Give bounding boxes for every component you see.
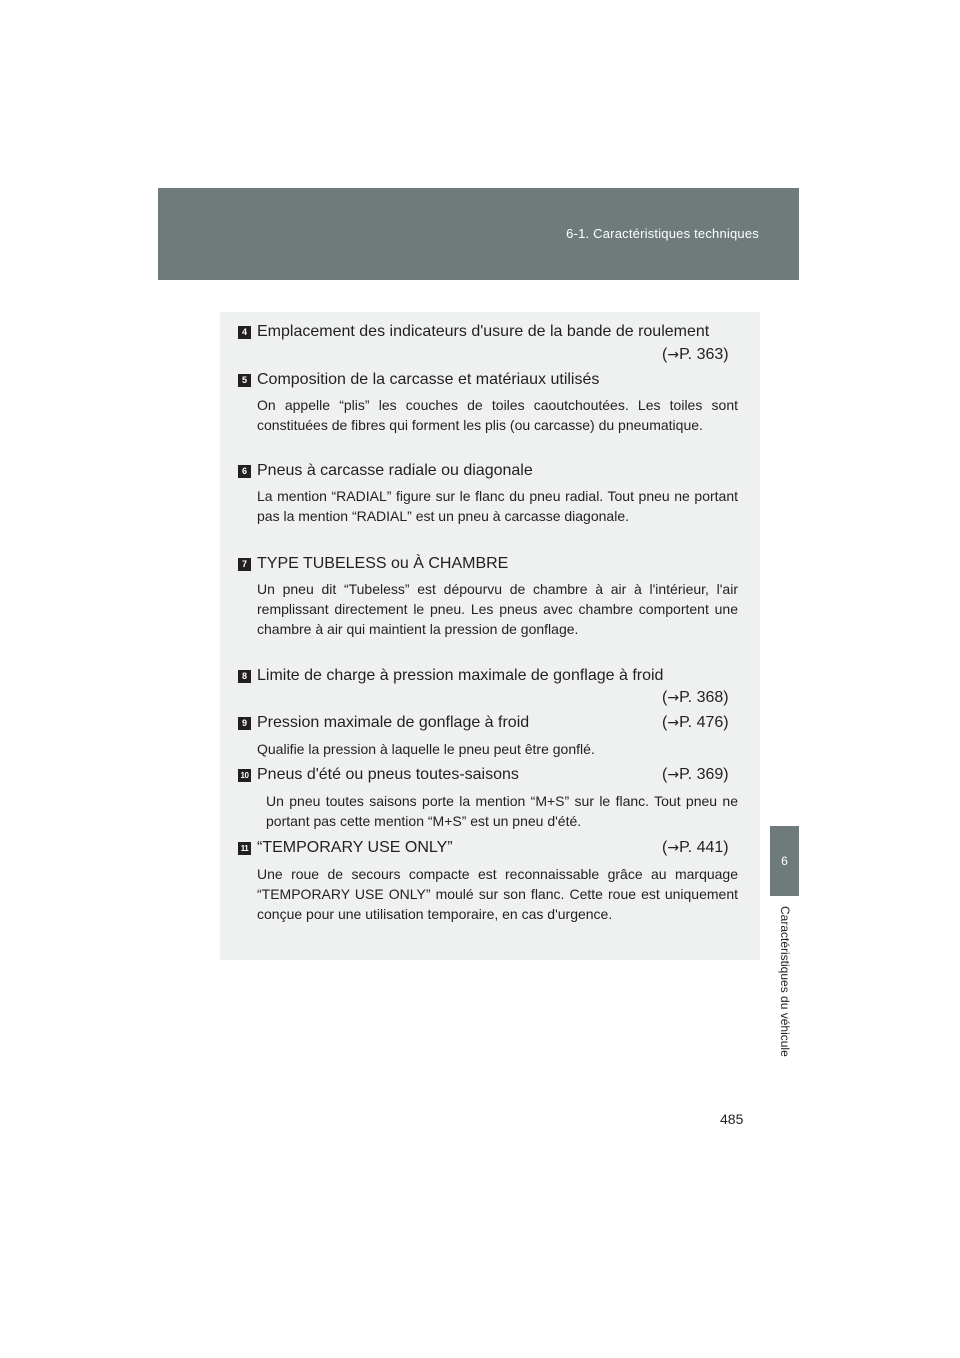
page-number: 485 — [720, 1111, 744, 1127]
ref-open-paren: ( — [662, 766, 668, 783]
item-title: Composition de la carcasse et matériaux utilisés — [257, 371, 600, 388]
item-number-badge: 5 — [238, 374, 251, 387]
item-description: La mention “RADIAL” figure sur le flanc du pneu radial. Tout pneu ne portant pas la mention “RADIAL” est un pneu à carcasse diagonale. — [257, 488, 738, 524]
arrow-icon: → — [667, 767, 680, 783]
ref-open-paren: ( — [662, 839, 668, 856]
item-title: Pneus à carcasse radiale ou diagonale — [257, 462, 533, 479]
arrow-icon: → — [667, 347, 680, 363]
item-number-badge: 9 — [238, 717, 251, 730]
item-description: Un pneu toutes saisons porte la mention “M+S” sur le flanc. Tout pneu ne portant pas cette mention “M+S” est un pneu d'été. — [266, 793, 738, 829]
item-number-badge: 6 — [238, 465, 251, 478]
item-title: Emplacement des indicateurs d'usure de la bande de roulement — [257, 323, 710, 340]
arrow-icon: → — [667, 840, 680, 856]
page-reference: P. 368) — [679, 689, 729, 706]
item-number-badge: 7 — [238, 558, 251, 571]
item-number-badge: 4 — [238, 326, 251, 339]
item-title: Limite de charge à pression maximale de gonflage à froid — [257, 667, 664, 684]
page-reference: P. 476) — [679, 714, 729, 731]
section-title: 6-1. Caractéristiques techniques — [566, 226, 759, 241]
page-reference: P. 441) — [679, 839, 729, 856]
tire-labels-content — [220, 312, 760, 960]
arrow-icon: → — [667, 690, 680, 706]
page-reference-link[interactable] — [662, 688, 729, 708]
item-title: “TEMPORARY USE ONLY” — [257, 839, 453, 856]
item-description: On appelle “plis” les couches de toiles caoutchoutées. Les toiles sont constituées de fibres qui forment les plis (ou carcasse) du pneumatique. — [257, 397, 738, 433]
item-title: TYPE TUBELESS ou À CHAMBRE — [257, 555, 509, 572]
item-description: Un pneu dit “Tubeless” est dépourvu de chambre à air à l'intérieur, l'air remplissant directement le pneu. Les pneus avec chambre comportent une chambre à air qui maintient la pression de gonflage. — [257, 581, 738, 637]
item-description: Une roue de secours compacte est reconnaissable grâce au marquage “TEMPORARY USE ONLY” moulé sur son flanc. Cette roue est uniquement conçue pour une utilisation temporaire, en cas d'urgence. — [257, 866, 738, 922]
item-number-badge: 8 — [238, 670, 251, 683]
chapter-label: Caractéristiques du véhicule — [778, 906, 792, 1057]
item-description: Qualifie la pression à laquelle le pneu peut être gonflé. — [257, 741, 595, 757]
page-reference: P. 363) — [679, 346, 729, 363]
page-reference-link[interactable] — [662, 713, 729, 733]
item-number-badge: 10 — [238, 769, 251, 782]
section-header-band — [158, 188, 799, 280]
item-title: Pression maximale de gonflage à froid — [257, 714, 530, 731]
chapter-tab[interactable] — [770, 826, 799, 896]
item-number-badge: 11 — [238, 842, 251, 855]
ref-open-paren: ( — [662, 346, 668, 363]
ref-open-paren: ( — [662, 689, 668, 706]
page-reference-link[interactable] — [662, 838, 729, 858]
ref-open-paren: ( — [662, 714, 668, 731]
page-reference-link[interactable] — [662, 345, 729, 365]
page-reference-link[interactable] — [662, 765, 729, 785]
arrow-icon: → — [667, 715, 680, 731]
page-reference: P. 369) — [679, 766, 729, 783]
item-title: Pneus d'été ou pneus toutes-saisons — [257, 766, 519, 783]
chapter-number: 6 — [781, 854, 788, 868]
